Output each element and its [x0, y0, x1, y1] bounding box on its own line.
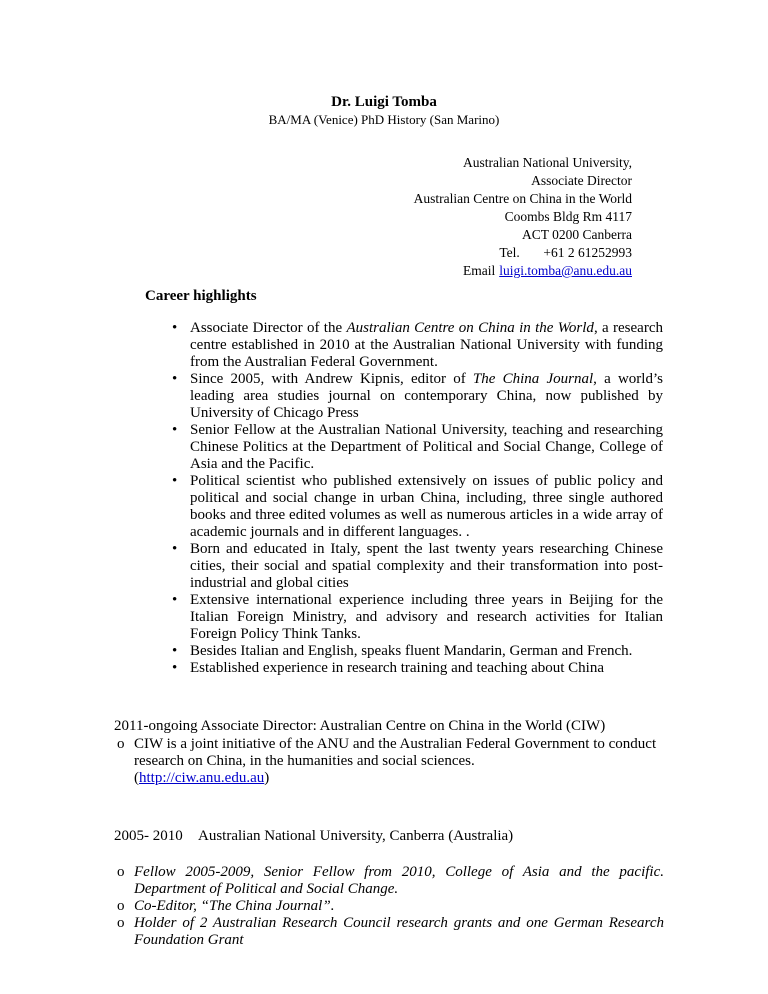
list-item: • Associate Director of the Australian Centre on China in the World, a research centre established in 2010 at the Australian National University with funding from the Australian Federal Government.: [172, 320, 663, 370]
cv-degrees: BA/MA (Venice) PhD History (San Marino): [268, 112, 500, 127]
anu-years: 2005- 2010: [114, 828, 183, 844]
bullet-icon: •: [172, 473, 178, 489]
circle-bullet-icon: o: [117, 915, 125, 931]
contact-centre: Australian Centre on China in the World: [413, 191, 632, 206]
contact-city: ACT 0200 Canberra: [522, 227, 632, 242]
anu-list: [114, 864, 664, 949]
circle-bullet-icon: o: [117, 864, 125, 880]
tel-number: +61 2 61252993: [543, 245, 632, 260]
list-item: o Co-Editor, “The China Journal”.: [117, 898, 335, 914]
bullet-icon: •: [172, 592, 178, 608]
bullet-icon: •: [172, 320, 178, 336]
list-item: • Political scientist who published extensively on issues of public policy and political and social change in urban China, including, three single authored books and three edited volumes as well as numerous articles in a wide array of academic journals and in different languages. .: [172, 473, 663, 540]
list-item: • Born and educated in Italy, spent the last twenty years researching Chinese cities, their social and spatial complexity and their transformation into post-industrial and global cities: [172, 541, 663, 591]
contact-block: [414, 154, 632, 280]
list-item: o Holder of 2 Australian Research Council research grants and one German Research Foundation Grant: [117, 915, 664, 948]
contact-role: Associate Director: [531, 173, 632, 188]
tel-label: Tel.: [499, 245, 520, 260]
list-item: o Fellow 2005-2009, Senior Fellow from 2010, College of Asia and the pacific. Department of Political and Social Change.: [117, 864, 664, 897]
email-label: Email: [462, 263, 496, 278]
ciw-heading: 2011-ongoing Associate Director: Australian Centre on China in the World (CIW): [114, 718, 606, 734]
contact-room: Coombs Bldg Rm 4117: [504, 209, 632, 224]
bullet-icon: •: [172, 371, 178, 387]
list-item: • Besides Italian and English, speaks fluent Mandarin, German and French.: [172, 643, 633, 659]
list-item: • Established experience in research training and teaching about China: [172, 660, 605, 676]
bullet-icon: •: [172, 541, 178, 557]
circle-bullet-icon: o: [117, 736, 125, 752]
contact-university: Australian National University,: [463, 155, 632, 170]
list-item: • Senior Fellow at the Australian National University, teaching and researching Chinese Politics at the Department of Political and Social Change, College of Asia and the Pacific.: [172, 422, 663, 472]
circle-bullet-icon: o: [117, 898, 125, 914]
cv-name: Dr. Luigi Tomba: [331, 94, 437, 110]
contact-tel-row: [414, 244, 632, 262]
career-heading: Career highlights: [145, 288, 257, 304]
bullet-icon: •: [172, 660, 178, 676]
bullet-icon: •: [172, 422, 178, 438]
career-highlights-list: [172, 320, 663, 677]
email-link[interactable]: luigi.tomba@anu.edu.au: [499, 263, 632, 278]
ciw-list: [114, 736, 674, 787]
ciw-description: CIW is a joint initiative of the ANU and the Australian Federal Government to conduct research on China, in the humanities and social sciences.: [134, 736, 657, 769]
bullet-icon: •: [172, 643, 178, 659]
anu-heading: [114, 828, 513, 845]
list-item: • Extensive international experience including three years in Beijing for the Italian Foreign Ministry, and advisory and research activities for Italian Foreign Policy Think Tanks.: [172, 592, 663, 642]
ciw-website-link[interactable]: http://ciw.anu.edu.au: [139, 770, 265, 786]
list-item: o CIW is a joint initiative of the ANU and the Australian Federal Government to conduct research on China, in the humanities and social sciences. (http://ciw.anu.edu.au): [117, 736, 657, 786]
anu-title: Australian National University, Canberra (Australia): [198, 828, 514, 844]
contact-email-row: [414, 262, 632, 280]
list-item: • Since 2005, with Andrew Kipnis, editor of The China Journal, a world’s leading area studies journal on contemporary China, now published by University of Chicago Press: [172, 371, 663, 421]
